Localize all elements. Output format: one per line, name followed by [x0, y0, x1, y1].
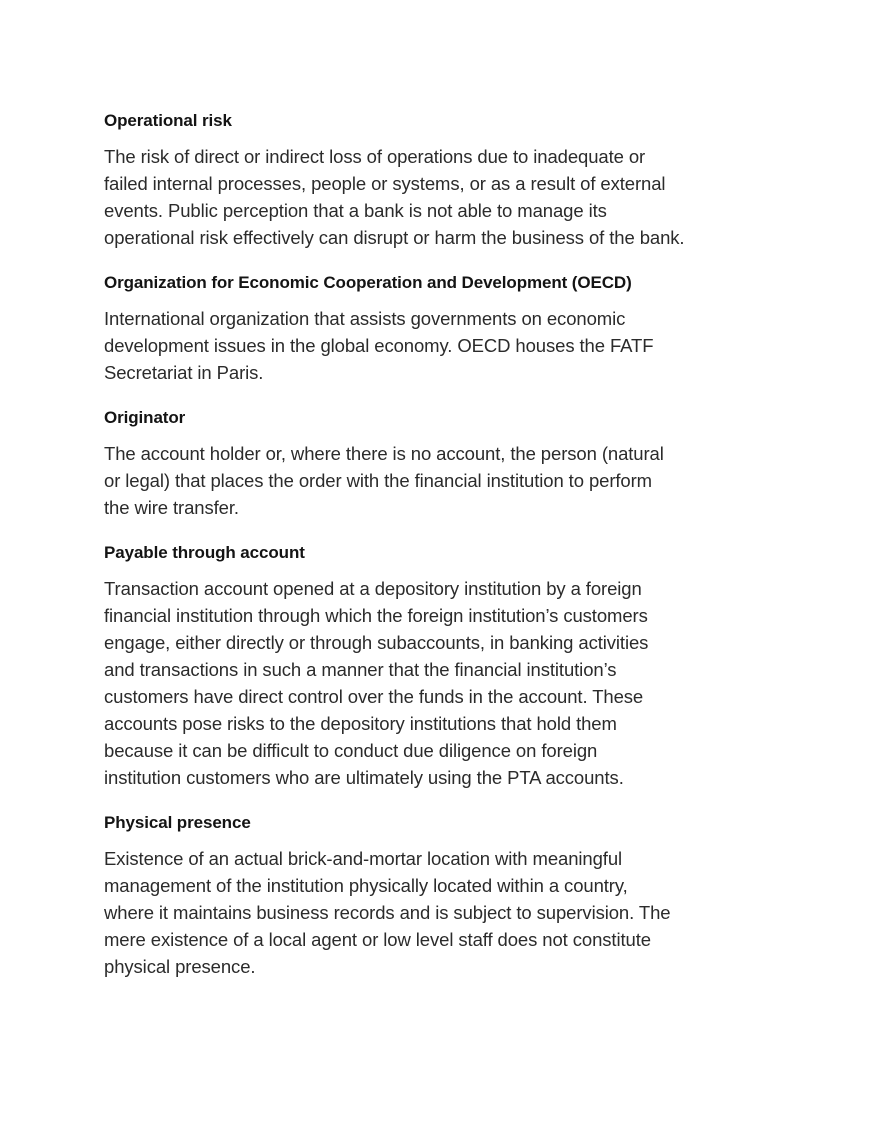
glossary-term: Organization for Economic Cooperation and Development (OECD): [104, 273, 632, 292]
definition-line: and transactions in such a manner that the financial institution’s: [104, 659, 617, 680]
glossary-term: Originator: [104, 408, 186, 427]
definition-line: Secretariat in Paris.: [104, 362, 264, 383]
definition-line: where it maintains business records and is subject to supervision. The: [104, 902, 671, 923]
definition-line: financial institution through which the foreign institution’s customers: [104, 605, 648, 626]
definition-line: The risk of direct or indirect loss of operations due to inadequate or: [104, 146, 646, 167]
definition-line: institution customers who are ultimately using the PTA accounts.: [104, 767, 624, 788]
definition-line: operational risk effectively can disrupt or harm the business of the bank.: [104, 227, 685, 248]
glossary-definition: [104, 575, 784, 791]
definition-line: events. Public perception that a bank is not able to manage its: [104, 200, 607, 221]
definition-line: mere existence of a local agent or low level staff does not constitute: [104, 929, 651, 950]
definition-line: the wire transfer.: [104, 497, 239, 518]
glossary-entry: [104, 404, 784, 521]
definition-line: engage, either directly or through subaccounts, in banking activities: [104, 632, 649, 653]
definition-line: because it can be difficult to conduct due diligence on foreign: [104, 740, 598, 761]
definition-line: or legal) that places the order with the financial institution to perform: [104, 470, 652, 491]
definition-line: accounts pose risks to the depository institutions that hold them: [104, 713, 617, 734]
glossary-term: Payable through account: [104, 543, 305, 562]
glossary-entry: [104, 539, 784, 791]
glossary-definition: [104, 440, 784, 521]
glossary-definition: [104, 845, 784, 980]
glossary-definition: [104, 305, 784, 386]
glossary-entry: [104, 107, 784, 251]
glossary-definition: [104, 143, 784, 251]
definition-line: failed internal processes, people or systems, or as a result of external: [104, 173, 666, 194]
definition-line: development issues in the global economy. OECD houses the FATF: [104, 335, 654, 356]
glossary-entry: [104, 269, 784, 386]
definition-line: The account holder or, where there is no account, the person (natural: [104, 443, 664, 464]
glossary-term: Operational risk: [104, 111, 232, 130]
glossary-entry: [104, 809, 784, 980]
definition-line: International organization that assists governments on economic: [104, 308, 626, 329]
definition-line: Existence of an actual brick-and-mortar location with meaningful: [104, 848, 623, 869]
definition-line: customers have direct control over the funds in the account. These: [104, 686, 644, 707]
glossary-page: [104, 107, 784, 998]
definition-line: physical presence.: [104, 956, 256, 977]
definition-line: management of the institution physically located within a country,: [104, 875, 628, 896]
glossary-term: Physical presence: [104, 813, 251, 832]
definition-line: Transaction account opened at a depository institution by a foreign: [104, 578, 642, 599]
